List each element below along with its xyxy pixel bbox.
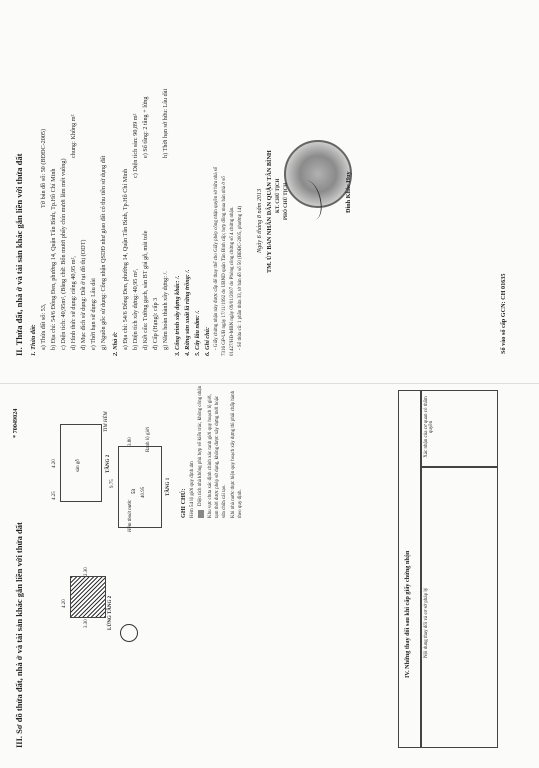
dim-h975: 9.75 [110,479,115,488]
mezzanine-label: LỬNG TẦNG 2 [108,595,113,630]
floor1-parcel: 53 [132,489,137,494]
signer-name: Đinh Khắc Huy [345,171,352,213]
alley-top: TIM HẺM [104,411,109,432]
table-rule [420,390,422,748]
sign-org: TM. ỦY BAN NHÂN DÂN QUẬN TÂN BÌNH [266,150,273,273]
land-parcel: a) Thửa đất số: 53, [40,303,47,350]
note-line-3: 01427/HĐ-MBN ngày 09/01/2007 do Phòng công chứng số 4 chứng nhận. [230,206,235,356]
table-col-confirm: Xác nhận của cơ quan có thẩm quyền [424,396,434,458]
note-line-1: - Giấy chứng nhận này được cấp để thay thế cho Giấy phép công nhận quyền sở hữu nhà số [214,166,219,350]
register-number: Số vào sổ cấp GCN: CH 01635 [500,273,507,354]
sign-kt: KT. CHỦ TỊCH [276,178,281,213]
section-3-title: III. Sơ đồ thửa đất, nhà ở và tài sản khác gắn liền với thửa đất [14,522,24,748]
house-address: a) Địa chỉ: 54/6 Đông Đen, phường 14, Quận Tân Bình, Tp.Hồ Chí Minh [122,168,129,350]
note-line-2: 7316 GP-UB ngày 17/11/1992 do UBND quận Tân Bình cấp; hợp đồng mua bán nhà ở số [222,176,227,356]
note-line-4: - Số thửa cũ: 1 phần thửa 33, tờ bản đồ số 50 (BĐĐC-2005, phường 14) [238,205,243,350]
house-build-area: b) Diện tích xây dựng: 40,95 m², [132,268,139,350]
land-address: b) Địa chỉ: 54/6 Đông Đen, phường 14, Quận Tân Bình, Tp.Hồ Chí Minh [50,168,57,350]
dim-h330: 3.30 [84,619,89,628]
alley-bottom: Hẻm thoát nước [128,499,133,532]
floor2-label: TẦNG 2 [106,454,111,473]
dim-w420-b: 4.20 [62,599,67,608]
house-ownership-term: h) Thời hạn sở hữu: Lâu dài [162,88,169,158]
floor1-plan [118,446,162,528]
house-heading: 2. Nhà ở: [112,331,119,356]
legend-swatch [198,510,204,518]
serial-code: * 70049024 [12,408,19,438]
land-purpose: đ) Mục đích sử dụng: Đất ở tại đô thị (ODT) [80,239,87,350]
front-line: Ranh lộ giới [146,427,151,452]
floor2-parcel: sàn gỗ [76,459,81,472]
table-divider [420,466,498,468]
land-term: e) Thời hạn sử dụng: Lâu dài [90,278,97,350]
planted-forest: 4. Rừng sản xuất là rừng trồng: /. [184,269,191,356]
land-heading: 1. Thửa đất: [30,324,37,356]
table-col-content: Nội dung thay đổi và cơ sở pháp lý [424,587,429,658]
north-arrow-icon [120,624,138,642]
dim-w425: 4.25 [52,491,57,500]
land-common: chung: Không m² [70,114,77,158]
notes-title: GHI CHÚ: [180,488,187,518]
section-4-title: IV. Những thay đổi sau khi cấp giấy chứng nhận [404,550,411,678]
mezzanine-plan [70,576,106,618]
house-grade: đ) Cấp (Hạng): cấp 3 [152,297,159,350]
plan-note-2: Diện tích nhà không phù hợp về kiến trúc, không công nhận [198,385,203,506]
section-2-title: II. Thửa đất, nhà ở và tài sản khác gắn liền với thửa đất [14,153,24,356]
floor1-label: TẦNG 1 [166,477,171,496]
changes-table [398,390,498,748]
sign-vice: PHÓ CHỦ TỊCH [284,182,289,220]
land-area: c) Diện tích: 40,95m², (Bằng chữ: Bốn mươi phẩy chín mươi lăm mét vuông) [60,158,67,350]
house-floor-area: c) Diện tích sàn: 90,89 m² [132,113,139,178]
house-floors: e) Số tầng: 2 tầng + lửng [142,96,149,158]
floor2-plan [60,424,102,502]
perennial-trees: 5. Cây lâu năm: /. [194,310,201,356]
land-use-form: d) Hình thức sử dụng: riêng 40,95 m², [70,256,77,350]
plan-note-3: Khu vực chưa xác định chính xác ranh giới quy hoạch lộ giới, tạm thời được phép sử dụng, không được xây dựng mới hoặc sửa chữa cải tạo. [208,394,227,518]
land-map: Tờ bản đồ số: 50 (BĐĐC-2005) [40,128,47,208]
plan-note-1: Hẻm 54 lộ giới quy định 4m [190,461,195,518]
fold-line [0,383,539,384]
house-completed: g) Năm hoàn thành xây dựng: /. [162,271,169,350]
sign-date: Ngày 6 tháng 8 năm 2013 [256,188,263,253]
land-origin: g) Nguồn gốc sử dụng: Công nhận QSDĐ như giao đất có thu tiền sử dụng đất [100,155,107,350]
notes-heading: 6. Ghi chú: [204,326,211,356]
other-construction: 3. Công trình xây dựng khác: /. [174,275,181,356]
floor1-area: 40.95 [141,486,146,498]
plan-note-4: Khi nhà nước thực hiện quy hoạch xây dựng thì phải chấp hành theo quy định. [231,390,243,518]
dim-h380: 3.80 [128,437,133,446]
house-structure: d) Kết cấu: Tường gạch, sàn BT giả gỗ, mái tole [142,230,149,350]
dim-w420-a: 4.20 [52,459,57,468]
dim-h230: 2.30 [84,567,89,576]
